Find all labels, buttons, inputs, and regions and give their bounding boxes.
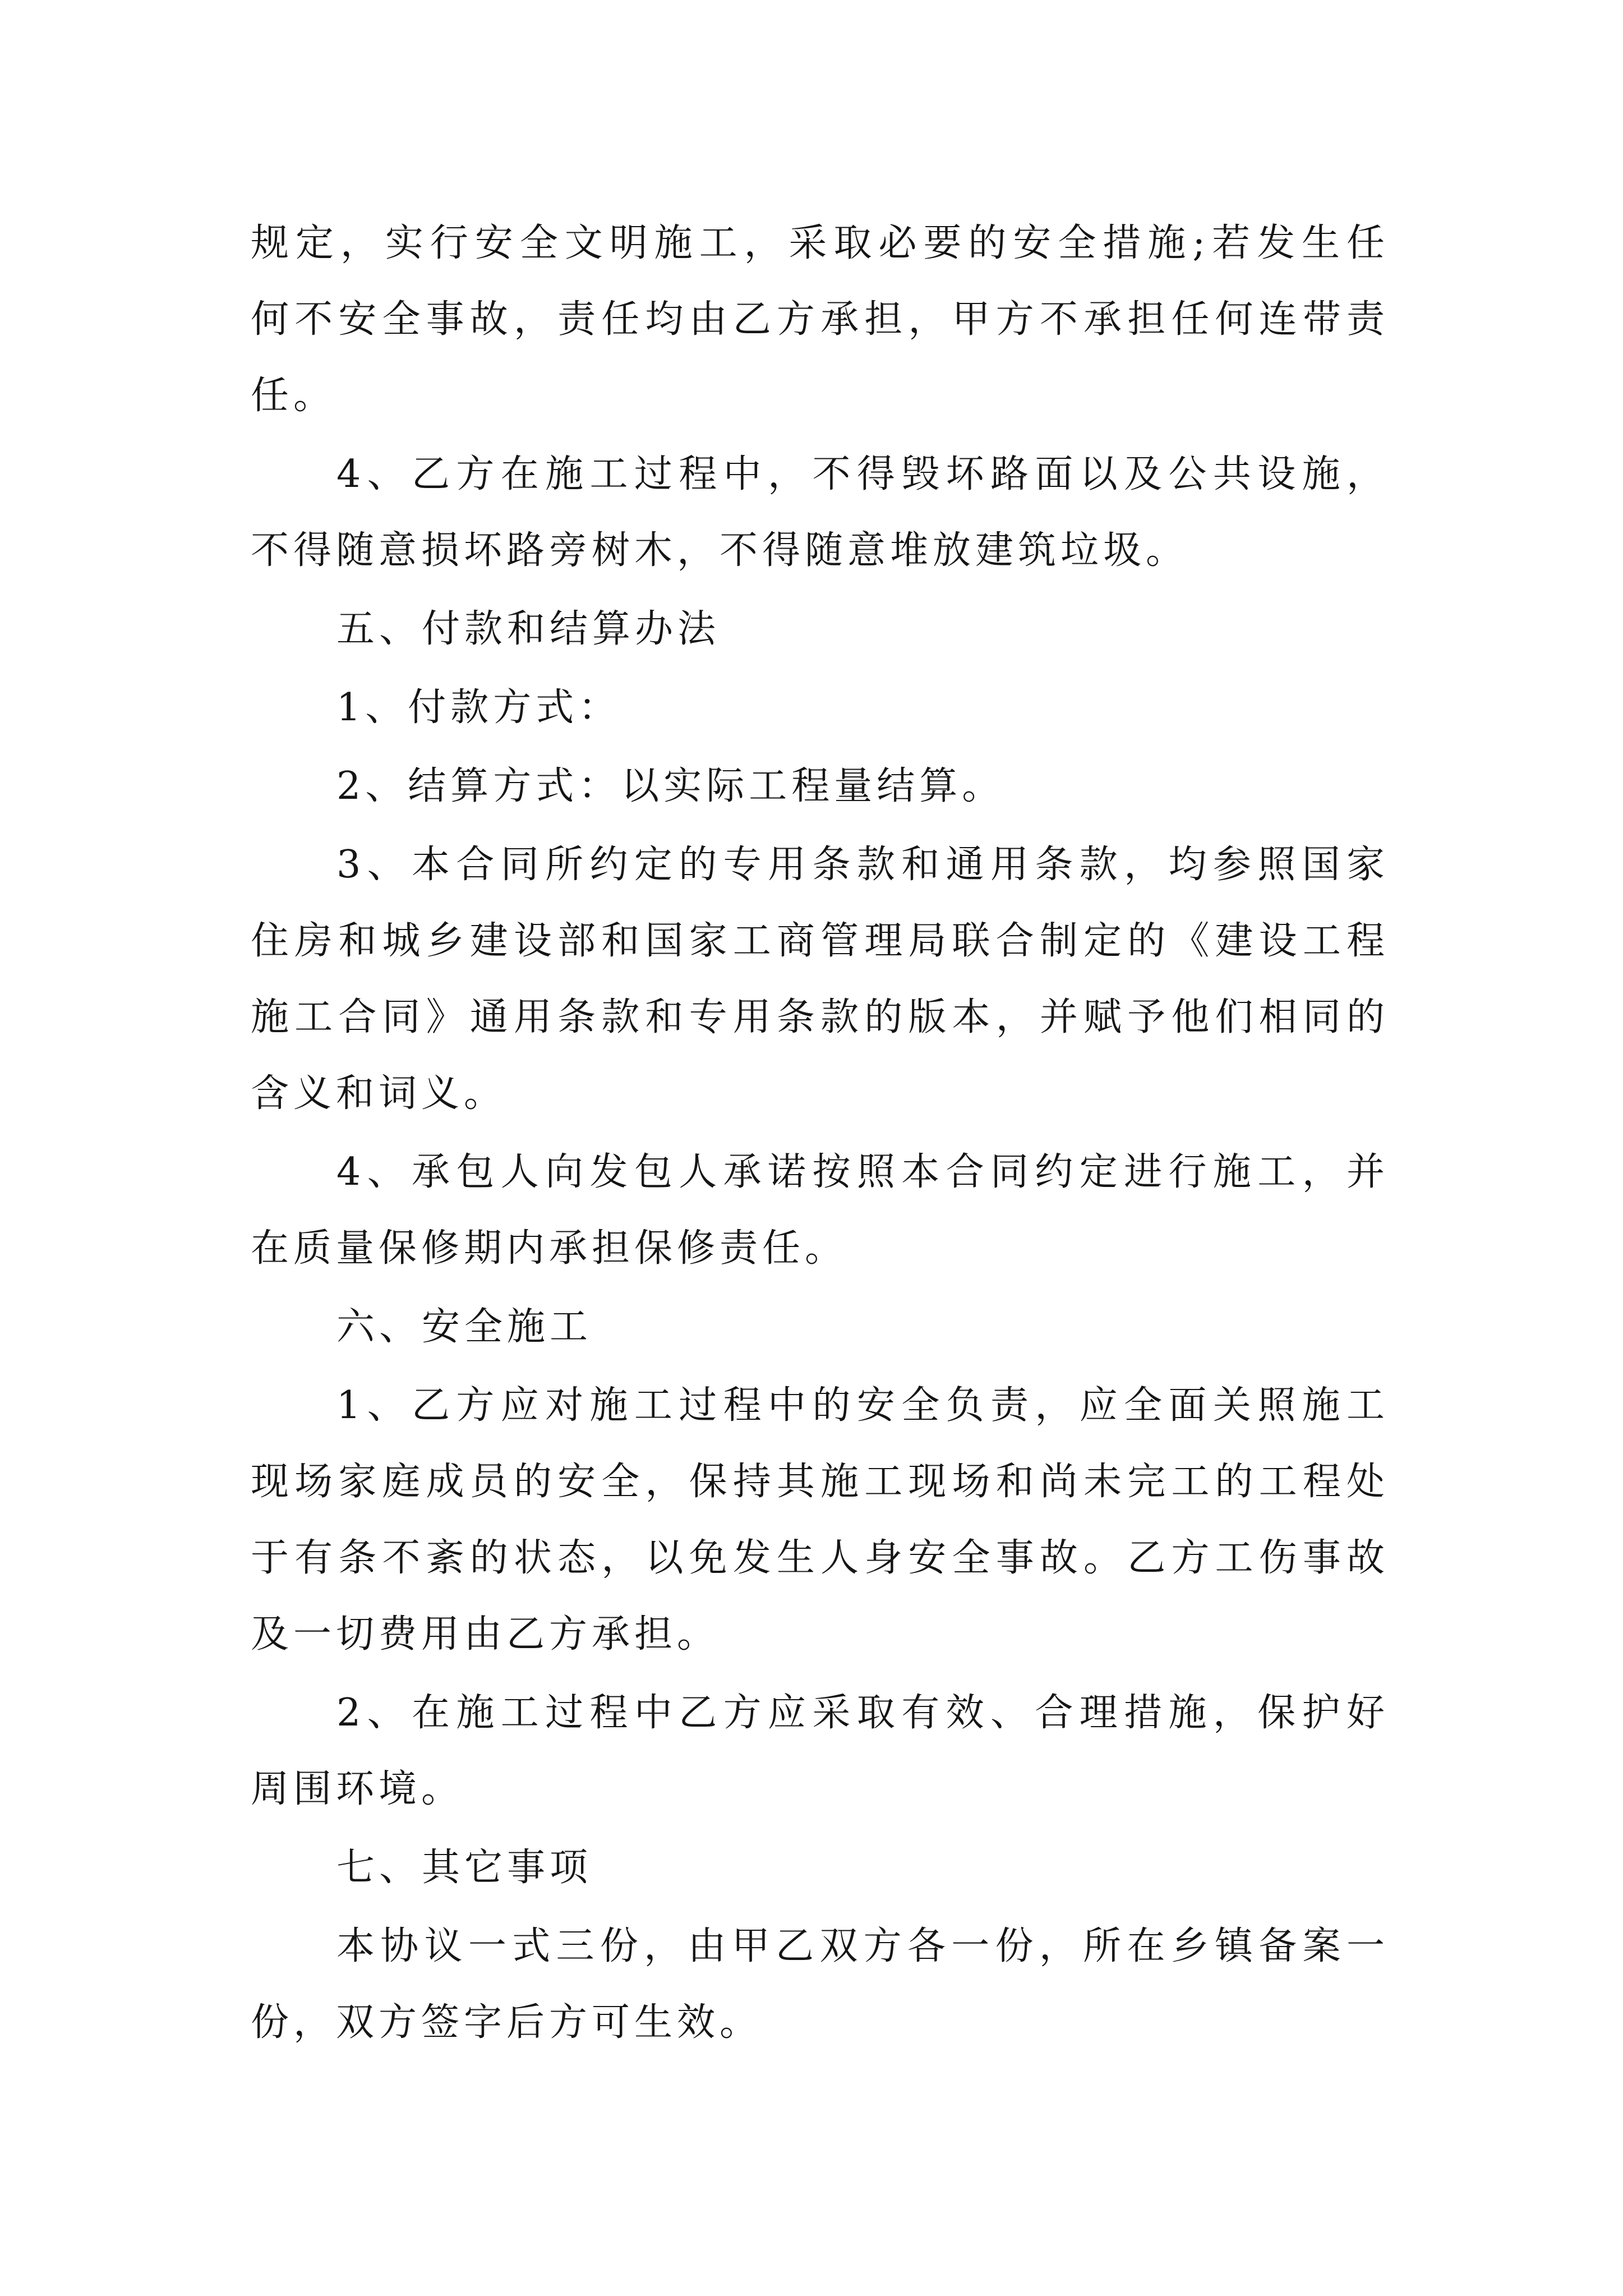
text-line: 现场家庭成员的安全，保持其施工现场和尚未完工的工程处 bbox=[251, 1460, 1387, 1504]
paragraph bbox=[251, 748, 1387, 825]
text-line: 含义和词义。 bbox=[251, 1071, 507, 1116]
paragraph bbox=[251, 1908, 1387, 2061]
section-heading bbox=[251, 591, 1387, 668]
text-line: 在质量保修期内承担保修责任。 bbox=[251, 1226, 848, 1271]
text-line: 1、付款方式： bbox=[336, 685, 621, 730]
section-heading-text: 六、安全施工 bbox=[336, 1305, 593, 1349]
text-line: 1、乙方应对施工过程中的安全负责，应全面关照施工 bbox=[336, 1383, 1387, 1428]
paragraph bbox=[251, 205, 1387, 434]
text-line: 4、乙方在施工过程中，不得毁坏路面以及公共设施， bbox=[336, 452, 1387, 496]
text-line: 施工合同》通用条款和专用条款的版本，并赋予他们相同的 bbox=[251, 995, 1387, 1039]
text-line: 任。 bbox=[251, 374, 336, 418]
text-line: 2、在施工过程中乙方应采取有效、合理措施，保护好 bbox=[336, 1691, 1387, 1735]
paragraph bbox=[251, 1675, 1387, 1828]
paragraph bbox=[251, 1134, 1387, 1287]
paragraph bbox=[251, 670, 1387, 746]
section-heading-text: 五、付款和结算办法 bbox=[336, 607, 721, 651]
text-line: 于有条不紊的状态，以免发生人身安全事故。乙方工伤事故 bbox=[251, 1536, 1387, 1580]
section-heading-text: 七、其它事项 bbox=[336, 1846, 593, 1890]
text-line: 2、结算方式：以实际工程量结算。 bbox=[336, 764, 1005, 808]
paragraph bbox=[251, 436, 1387, 589]
text-line: 不得随意损坏路旁树木，不得随意堆放建筑垃圾。 bbox=[251, 528, 1189, 573]
text-line: 住房和城乡建设部和国家工商管理局联合制定的《建设工程 bbox=[251, 919, 1387, 963]
text-line: 周围环境。 bbox=[251, 1767, 464, 1811]
document-body bbox=[251, 205, 1387, 2061]
text-line: 及一切费用由乙方承担。 bbox=[251, 1612, 720, 1657]
text-line: 3、本合同所约定的专用条款和通用条款，均参照国家 bbox=[336, 843, 1387, 887]
text-line: 4、承包人向发包人承诺按照本合同约定进行施工，并 bbox=[336, 1150, 1387, 1194]
text-line: 本协议一式三份，由甲乙双方各一份，所在乡镇备案一 bbox=[336, 1924, 1387, 1968]
section-heading bbox=[251, 1830, 1387, 1906]
text-line: 规定，实行安全文明施工，采取必要的安全措施;若发生任 bbox=[251, 221, 1387, 265]
text-line: 份，双方签字后方可生效。 bbox=[251, 2000, 763, 2045]
section-heading bbox=[251, 1289, 1387, 1365]
paragraph bbox=[251, 1368, 1387, 1673]
text-line: 何不安全事故，责任均由乙方承担，甲方不承担任何连带责 bbox=[251, 297, 1387, 342]
paragraph bbox=[251, 827, 1387, 1132]
